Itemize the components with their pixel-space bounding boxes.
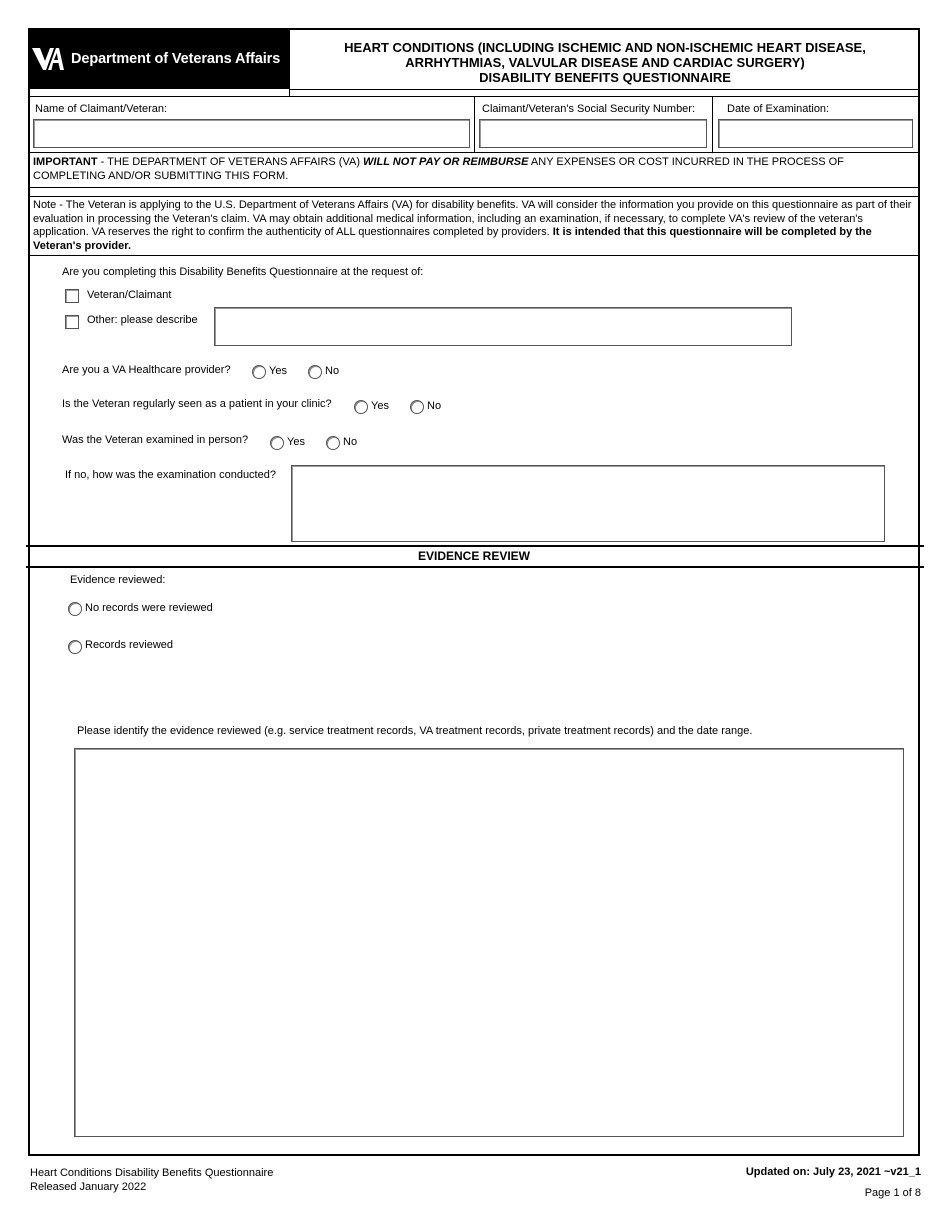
regular-patient-yes-radio[interactable] — [354, 400, 368, 414]
evidence-rule-bottom — [26, 566, 924, 568]
field-divider-1 — [474, 96, 475, 152]
no-records-radio[interactable] — [68, 602, 82, 616]
va-seal-icon — [31, 44, 65, 74]
other-checkbox[interactable] — [65, 315, 79, 329]
title-line-1: HEART CONDITIONS (INCLUDING ISCHEMIC AND NON-ISCHEMIC HEART DISEASE, — [344, 40, 866, 55]
title-line-2: ARRHYTHMIAS, VALVULAR DISEASE AND CARDIAC SURGERY) — [405, 55, 805, 70]
claimant-name-field[interactable] — [33, 119, 470, 148]
regular-patient-yes-label: Yes — [371, 400, 389, 412]
va-provider-no-label: No — [325, 365, 340, 377]
in-person-yes-label: Yes — [287, 436, 305, 448]
va-provider-yes-label: Yes — [269, 365, 287, 377]
va-provider-no-radio[interactable] — [308, 365, 322, 379]
field-divider-2 — [712, 96, 713, 152]
exam-date-label: Date of Examination: — [727, 103, 830, 115]
records-reviewed-label: Records reviewed — [85, 639, 174, 651]
regular-patient-question: Is the Veteran regularly seen as a patient in your clinic? — [62, 398, 332, 410]
exam-date-field[interactable] — [718, 119, 913, 148]
veteran-claimant-label: Veteran/Claimant — [87, 289, 172, 301]
in-person-no-label: No — [343, 436, 358, 448]
regular-patient-no-radio[interactable] — [410, 400, 424, 414]
va-provider-question: Are you a VA Healthcare provider? — [62, 364, 231, 376]
important-prefix: IMPORTANT — [33, 156, 98, 168]
important-notice — [33, 156, 918, 183]
form-title — [290, 40, 920, 85]
rule-important-top — [29, 152, 920, 153]
note-paragraph — [33, 199, 918, 253]
evidence-rule-top — [26, 545, 924, 547]
rule-important-bottom — [29, 187, 920, 188]
note-bold: It is intended that this questionnaire will be completed by the Veteran's provider. — [33, 226, 872, 252]
va-provider-yes-radio[interactable] — [252, 365, 266, 379]
ssn-field[interactable] — [479, 119, 707, 148]
footer-updated: Updated on: July 23, 2021 ~v21_1 — [745, 1166, 921, 1178]
if-no-question: If no, how was the examination conducted? — [65, 469, 276, 481]
rule-note-bottom — [29, 255, 920, 256]
in-person-question: Was the Veteran examined in person? — [62, 434, 249, 446]
veteran-claimant-checkbox[interactable] — [65, 289, 79, 303]
footer-form-name: Heart Conditions Disability Benefits Questionnaire — [30, 1167, 274, 1179]
evidence-label: Evidence reviewed: — [70, 574, 166, 586]
other-label: Other: please describe — [87, 314, 198, 326]
important-text-2: ANY EXPENSES OR COST INCURRED IN THE PROCESS OF COMPLETING AND/OR SUBMITTING THIS FORM. — [33, 156, 844, 182]
rule-note-top — [29, 196, 920, 197]
identify-evidence-prompt: Please identify the evidence reviewed (e.g. service treatment records, VA treatment records, private treatment records) and the date range. — [77, 725, 753, 737]
records-reviewed-radio[interactable] — [68, 640, 82, 654]
other-describe-field[interactable] — [214, 307, 792, 346]
title-rule-1 — [289, 89, 920, 90]
footer-released: Released January 2022 — [30, 1181, 147, 1193]
identify-evidence-field[interactable] — [74, 748, 904, 1137]
va-logo — [29, 29, 289, 89]
evidence-section-title: EVIDENCE REVIEW — [417, 549, 531, 563]
regular-patient-no-label: No — [427, 400, 442, 412]
note-text: Note - The Veteran is applying to the U.S. Department of Veterans Affairs (VA) for disability benefits. VA will consider the information you provide on this questionnaire as part of their evaluation in processing the Veteran's claim. VA may obtain additional medical information, including an examination, if necessary, to complete VA's review of the veteran's application. VA reserves the right to confirm the authenticity of ALL questionnaires completed by providers. — [33, 199, 912, 238]
title-line-3: DISABILITY BENEFITS QUESTIONNAIRE — [479, 70, 731, 85]
if-no-field[interactable] — [291, 465, 885, 542]
important-emphasis: WILL NOT PAY OR REIMBURSE — [363, 156, 529, 168]
request-question: Are you completing this Disability Benefits Questionnaire at the request of: — [62, 266, 424, 278]
important-text-1: - THE DEPARTMENT OF VETERANS AFFAIRS (VA) — [97, 156, 364, 168]
in-person-no-radio[interactable] — [326, 436, 340, 450]
claimant-name-label: Name of Claimant/Veteran: — [35, 103, 168, 115]
ssn-label: Claimant/Veteran's Social Security Number: — [482, 103, 696, 115]
no-records-label: No records were reviewed — [85, 602, 213, 614]
org-name: Department of Veterans Affairs — [71, 51, 281, 67]
footer-page-number: Page 1 of 8 — [864, 1187, 921, 1199]
in-person-yes-radio[interactable] — [270, 436, 284, 450]
